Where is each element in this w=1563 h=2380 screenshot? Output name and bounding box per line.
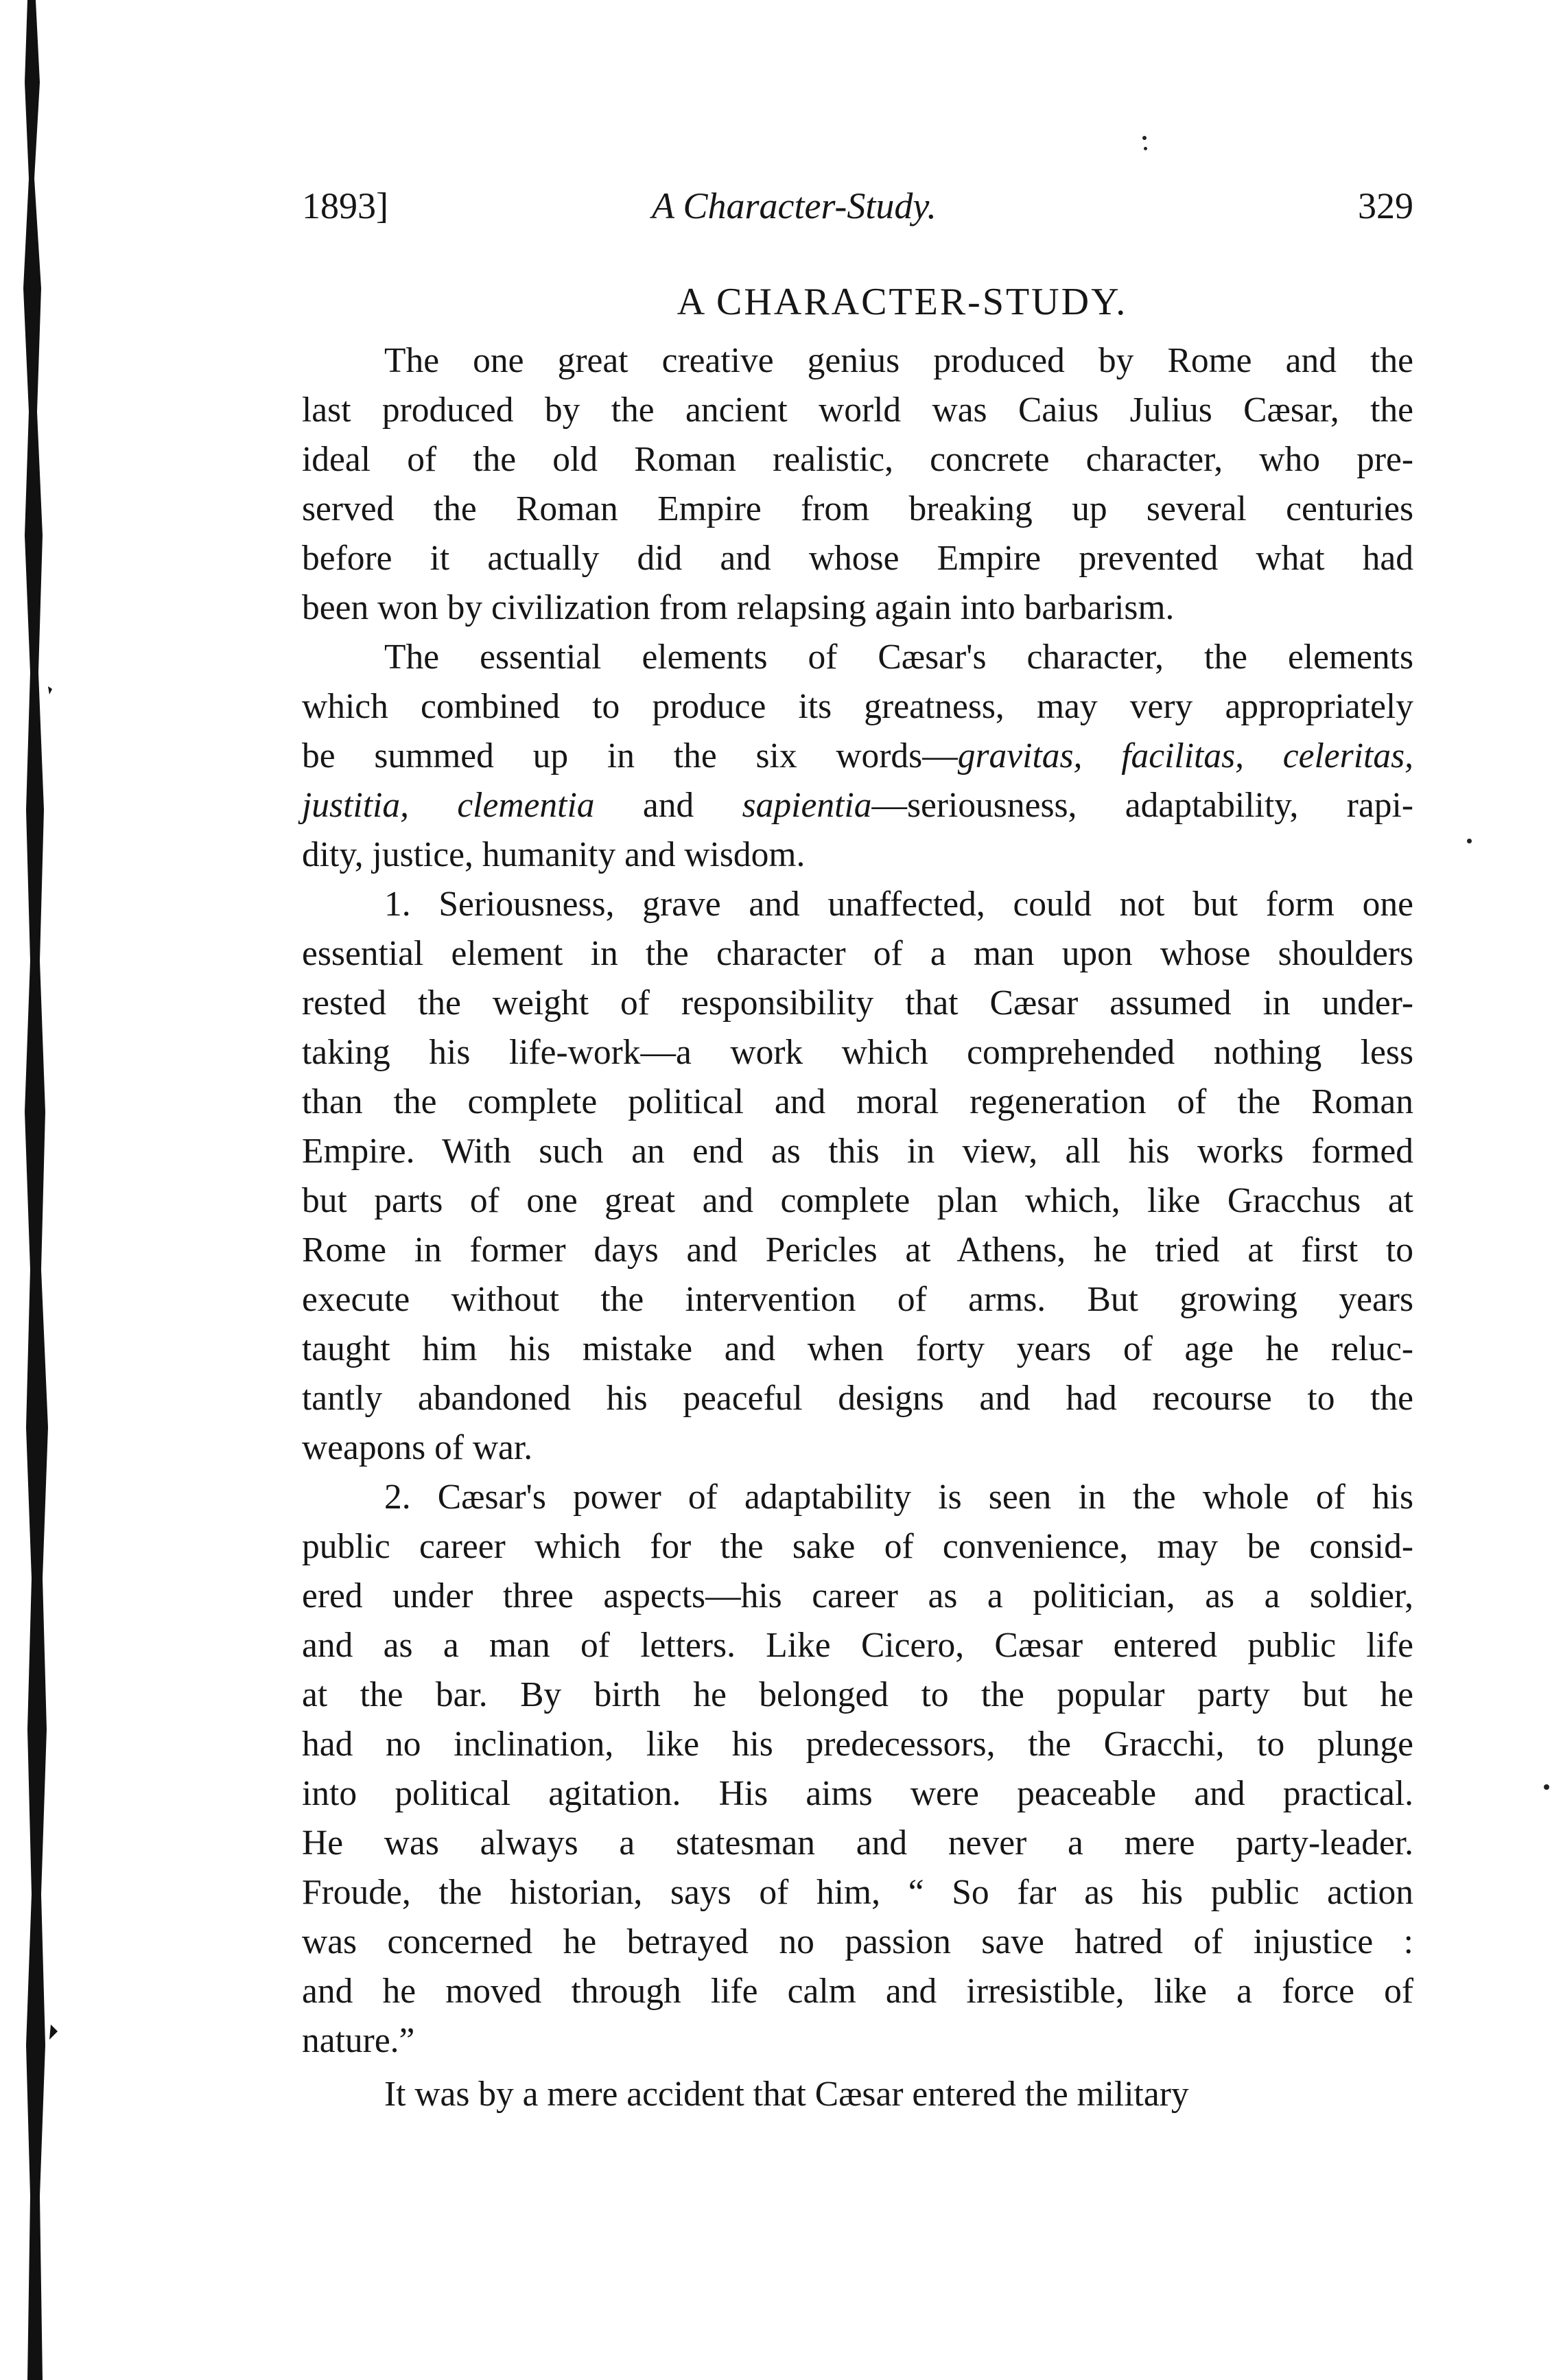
text-line: than the complete political and moral regeneration of the Roman bbox=[302, 1082, 1413, 1121]
text-line: before it actually did and whose Empire prevented what had bbox=[302, 539, 1413, 578]
paragraph-seriousness bbox=[302, 880, 1413, 1473]
text-line: but parts of one great and complete plan which, like Gracchus at bbox=[302, 1181, 1413, 1220]
paragraph-intro bbox=[302, 336, 1413, 633]
scan-speck bbox=[1144, 147, 1147, 150]
article-heading: A CHARACTER-STUDY. bbox=[677, 281, 1128, 323]
text-line: and he moved through life calm and irresistible, like a force of bbox=[302, 1972, 1413, 2011]
text-line: was concerned he betrayed no passion save hatred of injustice : bbox=[302, 1922, 1413, 1961]
text-run: —seriousness, adaptability, rapi- bbox=[871, 786, 1414, 825]
text-line: execute without the intervention of arms. But growing years bbox=[302, 1280, 1413, 1319]
text-line: ered under three aspects—his career as a politician, as a soldier, bbox=[302, 1576, 1413, 1615]
text-line: The essential elements of Cæsar's character, the elements bbox=[384, 638, 1413, 677]
text-line: The one great creative genius produced by Rome and the bbox=[384, 341, 1413, 380]
text-run: and bbox=[642, 786, 694, 825]
text-line: Froude, the historian, says of him, “ So far as his public action bbox=[302, 1873, 1413, 1912]
paragraph-elements bbox=[302, 633, 1413, 880]
scan-speck bbox=[1544, 1784, 1549, 1790]
text-line: public career which for the sake of convenience, may be consid- bbox=[302, 1527, 1413, 1566]
text-line: ideal of the old Roman realistic, concrete character, who pre- bbox=[302, 440, 1413, 479]
text-line bbox=[302, 732, 1413, 781]
book-page bbox=[302, 175, 1413, 2119]
text-line: nature.” bbox=[302, 2021, 415, 2060]
text-line: taught him his mistake and when forty years of age he reluc- bbox=[302, 1329, 1413, 1368]
text-line: rested the weight of responsibility that Cæsar assumed in under- bbox=[302, 983, 1413, 1023]
text-line: weapons of war. bbox=[302, 1428, 533, 1467]
text-line: last produced by the ancient world was Caius Julius Cæsar, the bbox=[302, 390, 1413, 430]
paragraph-adaptability bbox=[302, 1473, 1413, 2066]
text-line: into political agitation. His aims were peaceable and practical. bbox=[302, 1774, 1413, 1813]
text-line: been won by civilization from relapsing again into barbarism. bbox=[302, 588, 1175, 627]
text-line: taking his life-work—a work which comprehended nothing less bbox=[302, 1033, 1413, 1072]
text-line: Rome in former days and Pericles at Athens, he tried at first to bbox=[302, 1230, 1413, 1270]
scan-speck bbox=[1142, 136, 1147, 140]
text-line: served the Roman Empire from breaking up several centuries bbox=[302, 489, 1413, 528]
text-line: and as a man of letters. Like Cicero, Cæsar entered public life bbox=[302, 1626, 1413, 1665]
running-head-title: A Character-Study. bbox=[652, 185, 937, 226]
scanned-binding-edge bbox=[0, 0, 75, 2380]
scan-speck bbox=[1467, 839, 1472, 843]
text-line: dity, justice, humanity and wisdom. bbox=[302, 835, 806, 874]
text-line: had no inclination, like his predecessors, the Gracchi, to plunge bbox=[302, 1725, 1413, 1764]
text-line bbox=[302, 781, 1413, 830]
text-line: 2. Cæsar's power of adaptability is seen in the whole of his bbox=[384, 1478, 1413, 1517]
text-line: which combined to produce its greatness, may very appropriately bbox=[302, 687, 1413, 726]
text-line: at the bar. By birth he belonged to the popular party but he bbox=[302, 1675, 1413, 1714]
text-line: 1. Seriousness, grave and unaffected, could not but form one bbox=[384, 885, 1413, 924]
latin-terms: justitia, clementia bbox=[302, 786, 595, 825]
text-line: Empire. With such an end as this in view, all his works formed bbox=[302, 1132, 1413, 1171]
latin-terms: gravitas, facilitas, celeritas, bbox=[957, 736, 1413, 775]
text-line: essential element in the character of a man upon whose shoulders bbox=[302, 934, 1413, 973]
latin-terms: sapientia bbox=[742, 786, 872, 825]
text-run: be summed up in the six words— bbox=[302, 736, 958, 775]
paragraph-military bbox=[302, 2070, 1413, 2119]
page-number: 329 bbox=[1358, 185, 1413, 226]
text-line: It was by a mere accident that Cæsar entered the military bbox=[384, 2075, 1189, 2114]
text-line: He was always a statesman and never a mere party-leader. bbox=[302, 1823, 1413, 1863]
text-line: tantly abandoned his peaceful designs and had recourse to the bbox=[302, 1379, 1413, 1418]
running-head bbox=[302, 175, 1413, 237]
running-head-year: 1893] bbox=[302, 185, 388, 226]
